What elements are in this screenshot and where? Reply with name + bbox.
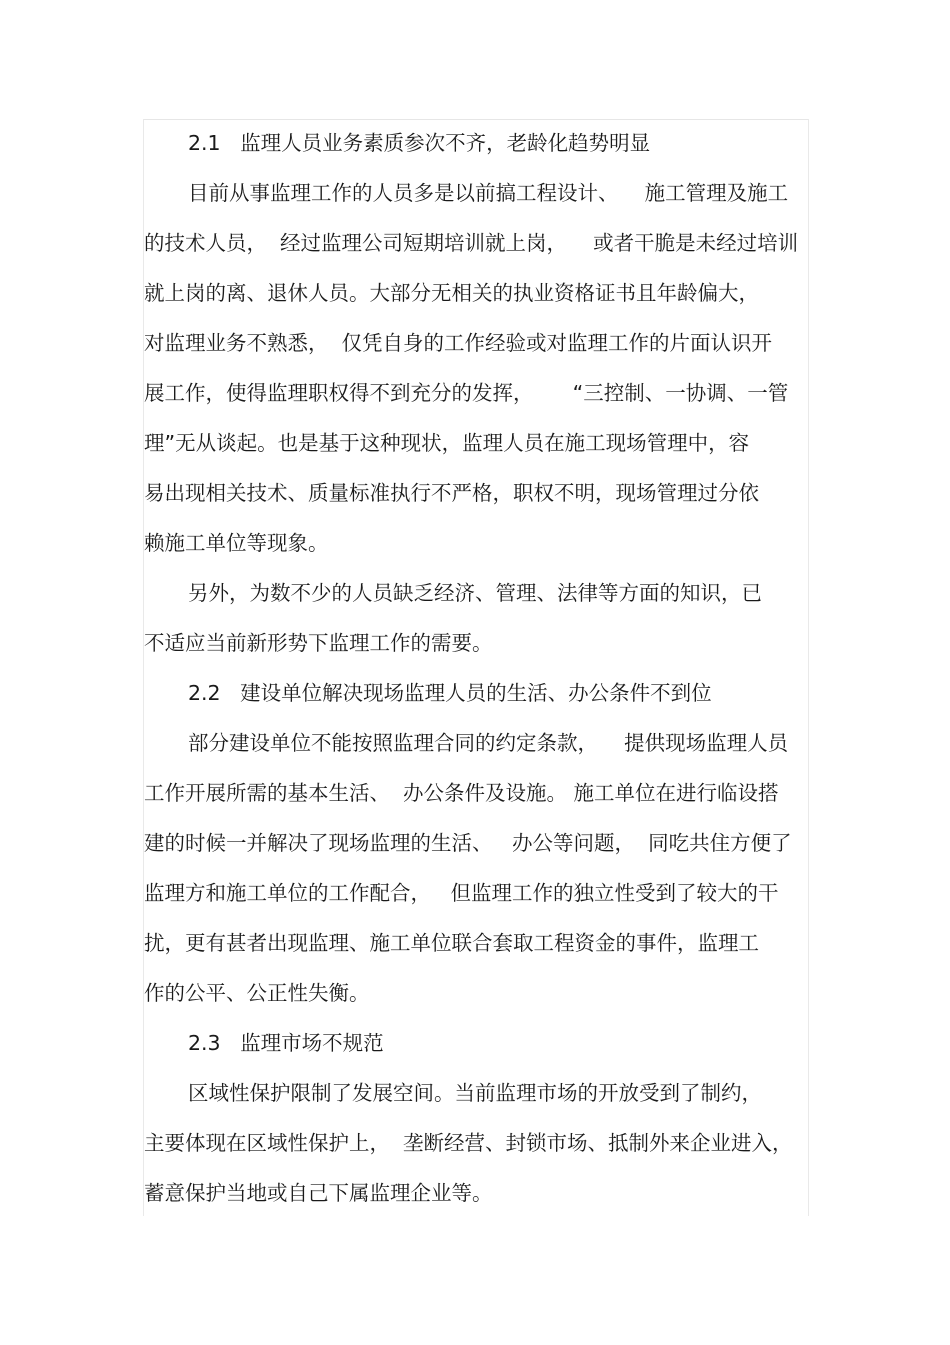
text-line: 作的公平、公正性失衡。 [144,981,370,1005]
text-line: 就上岗的离、退休人员。大部分无相关的执业资格证书且年龄偏大， [144,281,759,305]
text-line: 理”无从谈起。也是基于这种现状，监理人员在施工现场管理中，容 [144,431,750,455]
text-line: 易出现相关技术、质量标准执行不严格，职权不明，现场管理过分依 [144,481,759,505]
text-line: 蓄意保护当地或自己下属监理企业等。 [144,1181,493,1205]
text-line: 工作开展所需的基本生活、 办公条件及设施。 施工单位在进行临设搭 [144,781,779,805]
text-line: 监理方和施工单位的工作配合， 但监理工作的独立性受到了较大的干 [144,881,779,905]
section-heading-2-1: 2.1 监理人员业务素质参次不齐，老龄化趋势明显 [188,131,651,155]
text-line: 另外，为数不少的人员缺乏经济、管理、法律等方面的知识，已 [188,581,762,605]
text-line: 部分建设单位不能按照监理合同的约定条款， 提供现场监理人员 [188,731,789,755]
text-line: 扰，更有甚者出现监理、施工单位联合套取工程资金的事件，监理工 [144,931,759,955]
text-line: 目前从事监理工作的人员多是以前搞工程设计、 施工管理及施工 [188,181,789,205]
text-line: 展工作，使得监理职权得不到充分的发挥， “三控制、一协调、一管 [144,381,789,405]
text-line: 的技术人员， 经过监理公司短期培训就上岗， 或者干脆是未经过培训 [144,231,799,255]
text-line: 区域性保护限制了发展空间。当前监理市场的开放受到了制约， [188,1081,762,1105]
text-line: 不适应当前新形势下监理工作的需要。 [144,631,493,655]
text-line: 建的时候一并解决了现场监理的生活、 办公等问题， 同吃共住方便了 [144,831,792,855]
text-line: 赖施工单位等现象。 [144,531,329,555]
section-heading-2-2: 2.2 建设单位解决现场监理人员的生活、办公条件不到位 [188,681,712,705]
section-heading-2-3: 2.3 监理市场不规范 [188,1031,384,1055]
text-line: 对监理业务不熟悉， 仅凭自身的工作经验或对监理工作的片面认识开 [144,331,773,355]
text-line: 主要体现在区域性保护上， 垄断经营、封锁市场、抵制外来企业进入， [144,1131,793,1155]
